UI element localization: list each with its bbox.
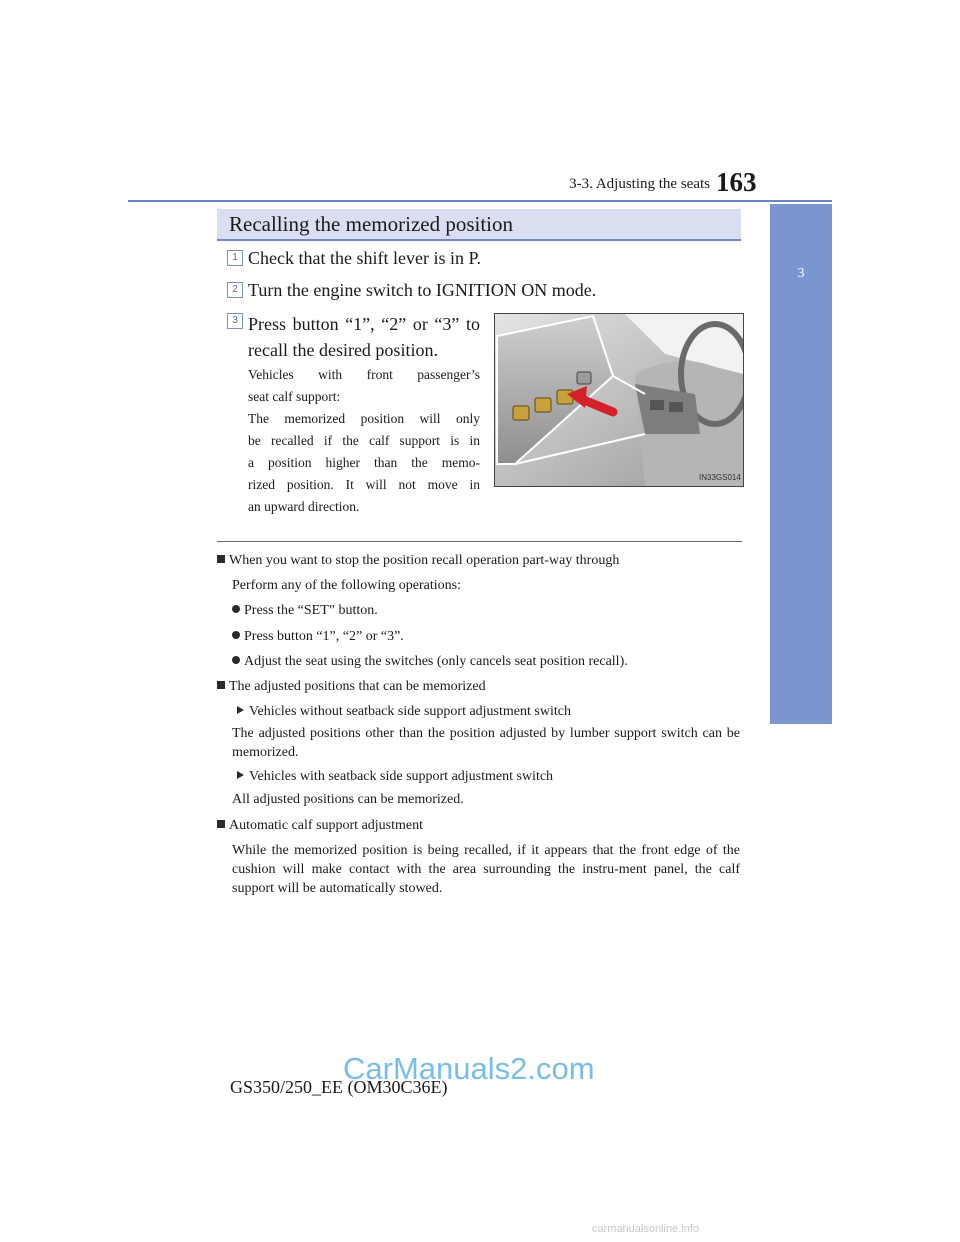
step-number-3: 3 xyxy=(227,313,243,329)
watermark-logo: CarManuals2.com xyxy=(343,1051,595,1086)
step-3-text xyxy=(248,311,480,363)
step-3-line-2: recall the desired position. xyxy=(248,340,438,360)
round-bullet-icon xyxy=(232,605,240,613)
note-stop-item-1-text: Press the “SET” button. xyxy=(244,603,378,618)
figure-code: IN33GS014 xyxy=(699,473,741,482)
page-number: 163 xyxy=(716,167,757,197)
watermark-corner: carmanualsonline.info xyxy=(592,1223,700,1235)
chapter-side-tab xyxy=(770,204,832,724)
note-memorized-case-2 xyxy=(237,766,553,788)
note-line-5: an upward direction. xyxy=(248,499,360,514)
chapter-title: Operation of each component xyxy=(751,450,768,640)
note-stop-intro: Perform any of the following operations: xyxy=(232,578,462,593)
note-heading-line-2: seat calf support: xyxy=(248,389,341,404)
step-3-line-1: Press button “1”, “2” or “3” to xyxy=(248,314,480,334)
triangle-bullet-icon xyxy=(237,771,244,779)
section-title: Recalling the memorized position xyxy=(229,212,514,236)
running-header-section: 3-3. Adjusting the seats xyxy=(569,176,710,192)
note-stop-item-3 xyxy=(232,651,628,673)
note-stop-heading xyxy=(217,550,619,572)
note-memorized-heading xyxy=(217,676,486,698)
passenger-calf-note xyxy=(248,364,480,518)
memory-button-illustration xyxy=(494,313,744,487)
footer-model-code: GS350/250_EE (OM30C36E) xyxy=(230,1077,448,1097)
note-line-4: rized position. It will not move in xyxy=(248,477,480,492)
note-memorized-heading-text: The adjusted positions that can be memorized xyxy=(229,679,486,694)
square-bullet-icon xyxy=(217,681,225,689)
note-calf-heading xyxy=(217,815,423,837)
note-heading-line-1: Vehicles with front passenger’s xyxy=(248,367,480,382)
section-divider xyxy=(217,541,742,542)
round-bullet-icon xyxy=(232,656,240,664)
note-memorized-case-2-text: Vehicles with seatback side support adjustment switch xyxy=(249,769,554,784)
square-bullet-icon xyxy=(217,555,225,563)
note-memorized-case-1-text: Vehicles without seatback side support adjustment switch xyxy=(249,704,571,719)
note-memorized-case-1 xyxy=(237,701,571,723)
triangle-bullet-icon xyxy=(237,706,244,714)
round-bullet-icon xyxy=(232,631,240,639)
note-calf-body: While the memorized position is being recalled, if it appears that the front edge of the cushion will make contact with the area surrounding the instru-ment panel, the calf support will be automatically stowed. xyxy=(232,843,740,896)
step-number-1: 1 xyxy=(227,250,243,266)
note-calf-heading-text: Automatic calf support adjustment xyxy=(229,818,424,833)
note-line-1: The memorized position will only xyxy=(248,411,480,426)
header-rule xyxy=(128,200,832,202)
door-panel-drawing xyxy=(495,314,743,486)
step-2-text: Turn the engine switch to IGNITION ON mode. xyxy=(248,280,597,300)
note-memorized-case-1-body: The adjusted positions other than the position adjusted by lumber support switch can be memorized. xyxy=(232,726,740,760)
note-line-2: be recalled if the calf support is in xyxy=(248,433,480,448)
square-bullet-icon xyxy=(217,820,225,828)
note-stop-heading-text: When you want to stop the position recall operation part-way through xyxy=(229,553,620,568)
step-1-text: Check that the shift lever is in P. xyxy=(248,248,481,268)
chapter-number: 3 xyxy=(797,266,805,281)
note-stop-item-2-text: Press button “1”, “2” or “3”. xyxy=(244,629,404,644)
note-memorized-case-2-body: All adjusted positions can be memorized. xyxy=(232,792,464,807)
note-line-3: a position higher than the memo- xyxy=(248,455,480,470)
step-number-2: 2 xyxy=(227,282,243,298)
note-stop-item-1 xyxy=(232,600,378,622)
note-stop-item-2 xyxy=(232,626,404,648)
note-stop-item-3-text: Adjust the seat using the switches (only cancels seat position recall). xyxy=(244,654,628,669)
